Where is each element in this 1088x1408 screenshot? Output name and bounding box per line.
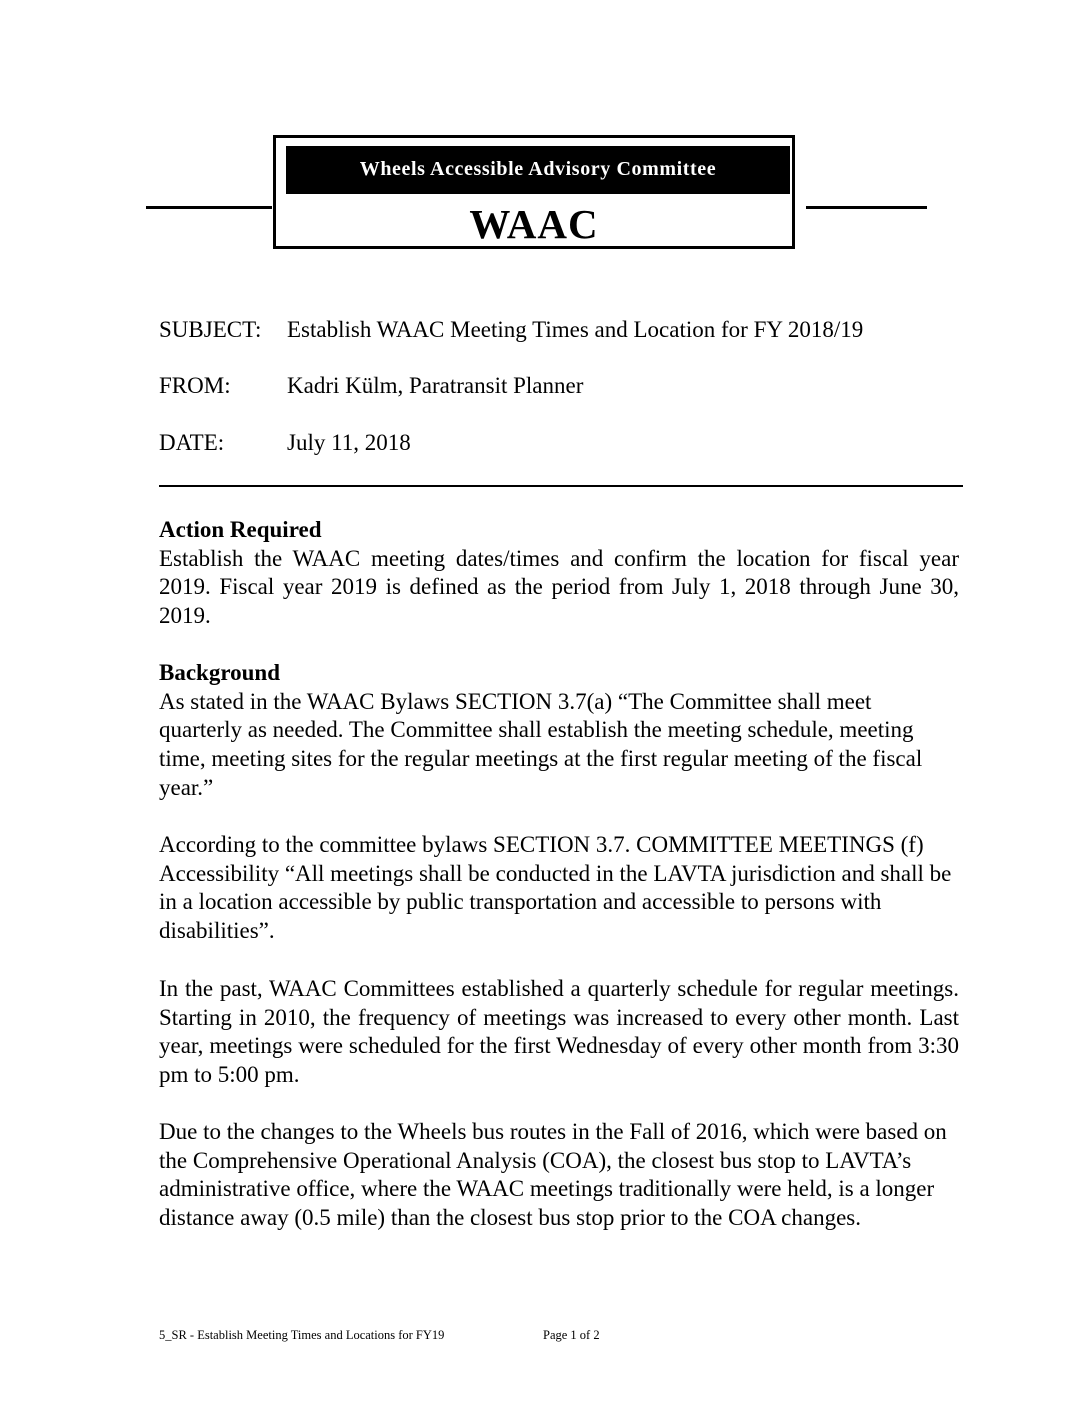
subject-label: SUBJECT:: [159, 317, 262, 342]
background-section: [159, 659, 959, 803]
memo-divider: [159, 485, 963, 487]
action-required-section: [159, 516, 959, 631]
date-label: DATE:: [159, 430, 225, 455]
background-paragraph-2-block: [159, 831, 959, 946]
committee-name: Wheels Accessible Advisory Committee: [359, 158, 717, 180]
from-label: FROM:: [159, 373, 231, 398]
background-paragraph-1: As stated in the WAAC Bylaws SECTION 3.7(a) “The Committee shall meet quarterly as needed. The Committee shall establish the meeting schedule, meeting time, meeting sites for the regular meetings at the first regular meeting of the fiscal year.”: [159, 688, 923, 800]
action-required-text: Establish the WAAC meeting dates/times and confirm the location for fiscal year 2019. Fiscal year 2019 is defined as the period from July 1, 2018 through June 30, 2019.: [159, 545, 959, 629]
background-paragraph-3: In the past, WAAC Committees established a quarterly schedule for regular meetings. Starting in 2010, the frequency of meetings was increased to every other month. Last year, meetings were scheduled for the first Wednesday of every other month from 3:30 pm to 5:00 pm.: [159, 976, 959, 1088]
background-heading: Background: [159, 660, 281, 685]
header-rule-right: [806, 206, 927, 209]
action-required-heading: Action Required: [159, 517, 322, 542]
background-paragraph-4: Due to the changes to the Wheels bus routes in the Fall of 2016, which were based on the Comprehensive Operational Analysis (COA), the closest bus stop to LAVTA’s administrative office, where the WAAC meetings traditionally were held, is a longer distance away (0.5 mile) than the closest bus stop prior to the COA changes.: [159, 1119, 947, 1231]
letterhead-banner: [286, 146, 790, 197]
footer-document-name: 5_SR - Establish Meeting Times and Locations for FY19: [159, 1328, 445, 1342]
background-paragraph-3-block: [159, 975, 959, 1090]
committee-acronym: WAAC: [469, 201, 599, 247]
background-paragraph-2: According to the committee bylaws SECTION 3.7. COMMITTEE MEETINGS (f) Accessibility “All meetings shall be conducted in the LAVTA jurisdiction and shall be in a location accessible by public transportation and accessible to persons with disabilities”.: [159, 832, 952, 944]
subject-value: Establish WAAC Meeting Times and Location for FY 2018/19: [287, 317, 864, 342]
date-value: July 11, 2018: [287, 430, 411, 455]
header-rule-left: [146, 206, 272, 209]
background-paragraph-4-block: [159, 1118, 959, 1233]
footer-page-number: Page 1 of 2: [543, 1328, 600, 1342]
from-value: Kadri Külm, Paratransit Planner: [287, 373, 584, 398]
